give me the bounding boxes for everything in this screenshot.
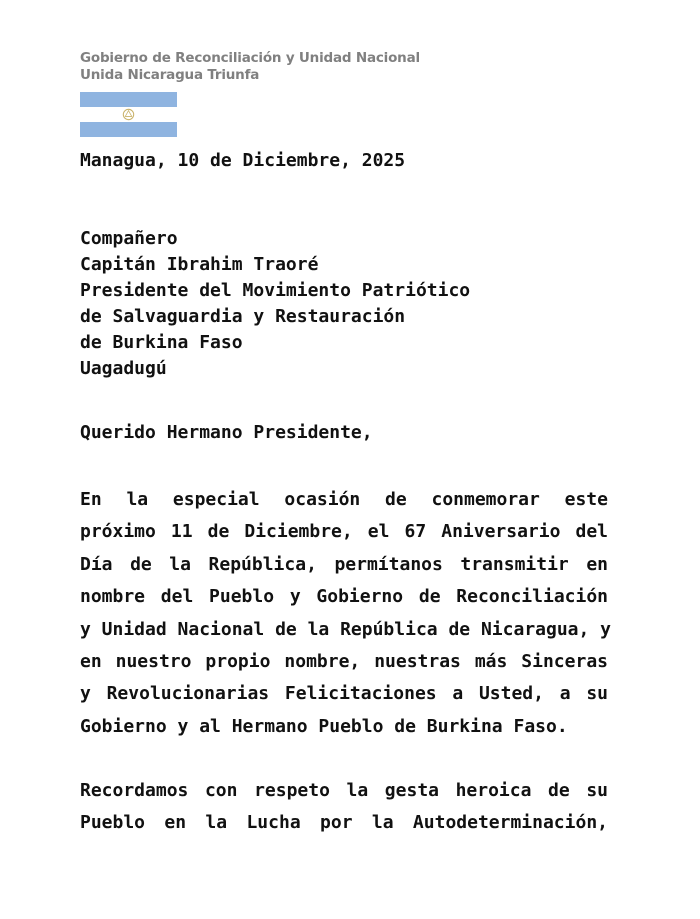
paragraph-line: En la especial ocasión de conmemorar este bbox=[80, 489, 608, 510]
paragraph-line: próximo 11 de Diciembre, el 67 Aniversario del bbox=[80, 521, 608, 543]
salutation: Querido Hermano Presidente, bbox=[80, 422, 373, 443]
paragraph-line: Pueblo en la Lucha por la Autodeterminación, bbox=[80, 812, 608, 834]
paragraph-line: nombre del Pueblo y Gobierno de Reconciliación bbox=[80, 586, 608, 608]
coat-of-arms-icon bbox=[122, 108, 135, 121]
letter-date: Managua, 10 de Diciembre, 2025 bbox=[80, 150, 406, 171]
body-paragraph-2 bbox=[80, 775, 608, 840]
paragraph-line: Día de la República, permítanos transmitir en bbox=[80, 553, 608, 575]
paragraph-line: Recordamos con respeto la gesta heroica de su bbox=[80, 780, 608, 801]
nicaragua-flag-icon bbox=[80, 92, 177, 137]
government-slogan: Unida Nicaragua Triunfa bbox=[80, 67, 260, 83]
recipient-line: Compañero bbox=[80, 228, 178, 249]
letterhead bbox=[80, 50, 420, 84]
paragraph-line: y Unidad Nacional de la República de Nicaragua, y bbox=[80, 618, 612, 640]
paragraph-line: Gobierno y al Hermano Pueblo de Burkina Faso. bbox=[80, 715, 568, 737]
body-paragraph-1 bbox=[80, 484, 612, 743]
recipient-block bbox=[80, 226, 470, 382]
flag-top-stripe bbox=[80, 92, 177, 107]
government-name: Gobierno de Reconciliación y Unidad Nacional bbox=[80, 50, 420, 66]
paragraph-line: en nuestro propio nombre, nuestras más Sinceras bbox=[80, 650, 608, 672]
recipient-line: Uagadugú bbox=[80, 358, 167, 379]
recipient-line: de Burkina Faso bbox=[80, 332, 243, 353]
paragraph-line: y Revolucionarias Felicitaciones a Usted, a su bbox=[80, 683, 608, 705]
recipient-line: de Salvaguardia y Restauración bbox=[80, 306, 406, 327]
recipient-line: Capitán Ibrahim Traoré bbox=[80, 254, 319, 275]
recipient-line: Presidente del Movimiento Patriótico bbox=[80, 280, 471, 301]
flag-bottom-stripe bbox=[80, 122, 177, 137]
